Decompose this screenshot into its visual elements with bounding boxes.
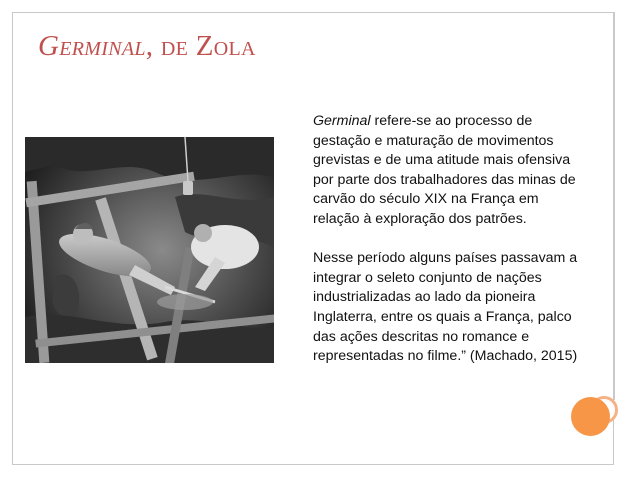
slide-title — [38, 30, 256, 63]
frame-right-edge — [613, 12, 615, 400]
paragraph-1-lead: Germinal — [313, 113, 371, 129]
title-author: Zola — [195, 30, 256, 62]
coal-miners-photo-icon — [25, 137, 274, 363]
body-paragraph-2: Nesse período alguns países passavam a integrar o seleto conjunto de nações industrializadas ao lado da pioneira Inglaterra, entre os quais a França, palco das ações descritas no romance e representadas no filme.” (Machado, 2015) — [313, 250, 578, 365]
decorative-dot — [571, 397, 610, 436]
body-paragraph-1 — [313, 112, 581, 230]
title-connector: de — [160, 30, 189, 62]
title-work: Germinal — [38, 30, 146, 62]
coal-miners-photo — [25, 137, 274, 363]
slide-body-text — [313, 112, 581, 367]
paragraph-1-text: refere-se ao processo de gestação e maturação de movimentos grevistas e de uma atitude mais ofensiva por parte dos trabalhadores das minas de carvão do século XIX na França em relação à exploração dos patrões. — [313, 113, 576, 227]
title-separator: , — [145, 30, 154, 62]
